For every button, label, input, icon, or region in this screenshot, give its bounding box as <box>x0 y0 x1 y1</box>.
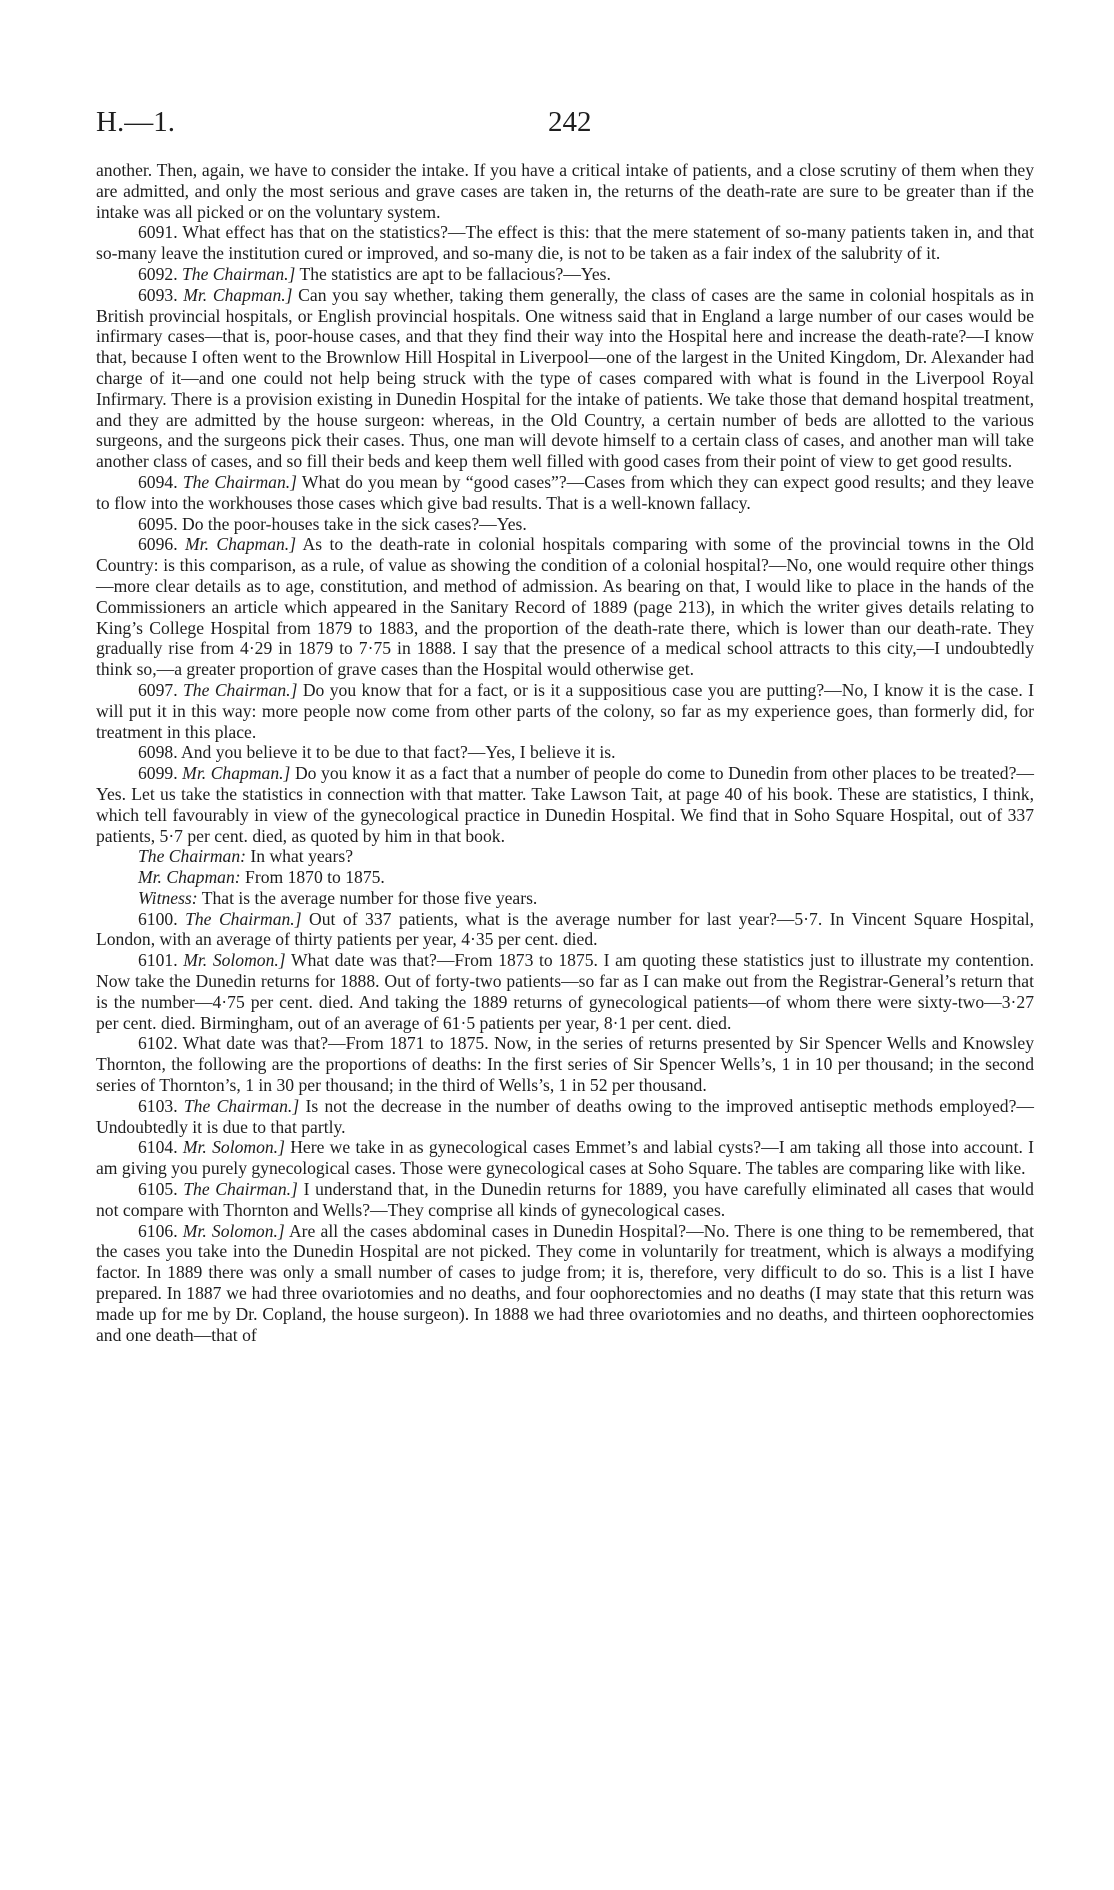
speaker: The Chairman: <box>138 846 247 867</box>
paragraph: 6106. Mr. Solomon.] Are all the cases abdominal cases in Dunedin Hospital?—No. There is one thing to be remembered, that the cases you take into the Dunedin Hospital are not picked. They come in voluntarily for treatment, which is always a modifying factor. In 1889 there was only a small number of cases to judge from; it is, therefore, very difficult to do so. This is a list I have prepared. In 1887 we had three ovariotomies and no deaths, and four oophorectomies and no deaths (I may state that this return was made up for me by Dr. Copland, the house surgeon). In 1888 we had three ovariotomies and no deaths, and thirteen oophorectomies and one death—that of <box>96 1220 1034 1345</box>
speaker: The Chairman.] <box>183 679 298 700</box>
speaker: The Chairman.] <box>185 908 302 929</box>
document-body <box>96 160 1034 1345</box>
paragraph: 6104. Mr. Solomon.] Here we take in as gynecological cases Emmet’s and labial cysts?—I am taking all those into account. I am giving you purely gynecological cases. Those were gynecological cases at Soho Square. The tables are comparing like with like. <box>96 1137 1034 1179</box>
speaker: Mr. Solomon.] <box>182 1220 285 1241</box>
paragraph: 6093. Mr. Chapman.] Can you say whether, taking them generally, the class of cases are the same in colonial hospitals as in British provincial hospitals, or English provincial hospitals. One witness said that in England a large number of our cases would be infirmary cases—that is, poor-house cases, and that they find their way into the Hospital here and increase the death-rate?—I know that, because I often went to the Brownlow Hill Hospital in Liverpool—one of the largest in the United Kingdom, Dr. Alexander had charge of it—and one could not help being struck with the type of cases compared with what is found in the Liverpool Royal Infirmary. There is a provision existing in Dunedin Hospital for the intake of patients. We take those that demand hospital treatment, and they are admitted by the house surgeon: whereas, in the Old Country, a certain number of beds are allotted to the various surgeons, and the surgeons pick their cases. Thus, one man will devote himself to a certain class of cases, and another man will take another class of cases, and so fill their beds and keep them well filled with good cases from their point of view to get good results. <box>96 284 1034 472</box>
page-header <box>96 106 1034 146</box>
speaker: Mr. Chapman.] <box>183 284 293 305</box>
speaker: Mr. Solomon.] <box>182 1137 285 1158</box>
speaker: The Chairman.] <box>183 1179 298 1200</box>
paragraph: 6100. The Chairman.] Out of 337 patients, what is the average number for last year?—5·7. In Vincent Square Hospital, London, with an average of thirty patients per year, 4·35 per cent. died. <box>96 908 1034 950</box>
speaker: Witness: <box>138 887 198 908</box>
paragraph: 6105. The Chairman.] I understand that, in the Dunedin returns for 1889, you have carefully eliminated all cases that would not compare with Thornton and Wells?—They comprise all kinds of gynecological cases. <box>96 1179 1034 1220</box>
speaker: Mr. Chapman.] <box>182 763 291 784</box>
paragraph: another. Then, again, we have to consider the intake. If you have a critical intake of patients, and a close scrutiny of them when they are admitted, and only the most serious and grave cases are taken in, the returns of the death-rate are sure to be greater than if the intake was all picked or on the voluntary system. <box>96 160 1034 222</box>
paragraph: 6103. The Chairman.] Is not the decrease in the number of deaths owing to the improved antiseptic methods employed?—Undoubtedly it is due to that partly. <box>96 1095 1034 1137</box>
paragraph: 6092. The Chairman.] The statistics are apt to be fallacious?—Yes. <box>138 263 611 284</box>
paragraph: 6101. Mr. Solomon.] What date was that?—From 1873 to 1875. I am quoting these statistics just to illustrate my contention. Now take the Dunedin returns for 1888. Out of forty-two patients—so far as I can make out from the Registrar-General’s return that is the number—4·75 per cent. died. And taking the 1889 returns of gynecological patients—of whom there were sixty-two—3·27 per cent. died. Birmingham, out of an average of 61·5 patients per year, 8·1 per cent. died. <box>96 950 1034 1033</box>
speaker: The Chairman.] <box>182 263 296 284</box>
paragraph: 6098. And you believe it to be due to that fact?—Yes, I believe it is. <box>138 742 616 763</box>
speaker: Mr. Chapman.] <box>185 534 297 555</box>
speaker: Mr. Chapman: <box>138 867 241 888</box>
dialogue-line: Mr. Chapman: From 1870 to 1875. <box>138 867 385 888</box>
paragraph: 6091. What effect has that on the statistics?—The effect is this: that the mere statement of so-many patients taken in, and that so-many leave the institution cured or improved, and so-many die, is not to be taken as a fair index of the salubrity of it. <box>96 222 1034 264</box>
paragraph: 6102. What date was that?—From 1871 to 1875. Now, in the series of returns presented by Sir Spencer Wells and Knowsley Thornton, the following are the proportions of deaths: In the first series of Sir Spencer Wells’s, 1 in 10 per thousand; in the second series of Thornton’s, 1 in 30 per thousand; in the third of Wells’s, 1 in 52 per thousand. <box>96 1033 1034 1096</box>
speaker: The Chairman.] <box>182 471 298 492</box>
paragraph: 6097. The Chairman.] Do you know that for a fact, or is it a suppositious case you are putting?—No, I know it is the case. I will put it in this way: more people now come from other parts of the colony, so far as my experience goes, than formerly did, for treatment in this place. <box>96 679 1034 742</box>
paragraph: 6094. The Chairman.] What do you mean by “good cases”?—Cases from which they can expect good results; and they leave to flow into the workhouses those cases which give bad results. That is a well-known fallacy. <box>96 471 1034 513</box>
paragraph: 6096. Mr. Chapman.] As to the death-rate in colonial hospitals comparing with some of the provincial towns in the Old Country: is this comparison, as a rule, of value as showing the condition of a colonial hospital?—No, one would require other things—more clear details as to age, constitution, and method of admission. As bearing on that, I would like to place in the hands of the Commissioners an article which appeared in the Sanitary Record of 1889 (page 213), in which the writer gives details relating to King’s College Hospital from 1879 to 1883, and the proportion of the death-rate there, which is lower than our death-rate. They gradually rise from 4·29 in 1879 to 7·75 in 1888. I say that the presence of a medical school attracts to this city,—I undoubtedly think so,—a greater proportion of grave cases than the Hospital would otherwise get. <box>96 534 1034 680</box>
document-reference: H.—1. <box>96 106 175 138</box>
paragraph: 6095. Do the poor-houses take in the sick cases?—Yes. <box>138 513 527 534</box>
speaker: Mr. Solomon.] <box>183 950 286 971</box>
dialogue-line: Witness: That is the average number for those five years. <box>138 887 538 908</box>
page-number: 242 <box>548 106 592 138</box>
speaker: The Chairman.] <box>183 1095 300 1116</box>
paragraph: 6099. Mr. Chapman.] Do you know it as a fact that a number of people do come to Dunedin from other places to be treated?—Yes. Let us take the statistics in connection with that matter. Take Lawson Tait, at page 40 of his book. These are statistics, I think, which tell favourably in view of the gynecological practice in Dunedin Hospital. We find that in Soho Square Hospital, out of 337 patients, 5·7 per cent. died, as quoted by him in that book. <box>96 763 1034 846</box>
dialogue-line: The Chairman: In what years? <box>138 846 354 867</box>
